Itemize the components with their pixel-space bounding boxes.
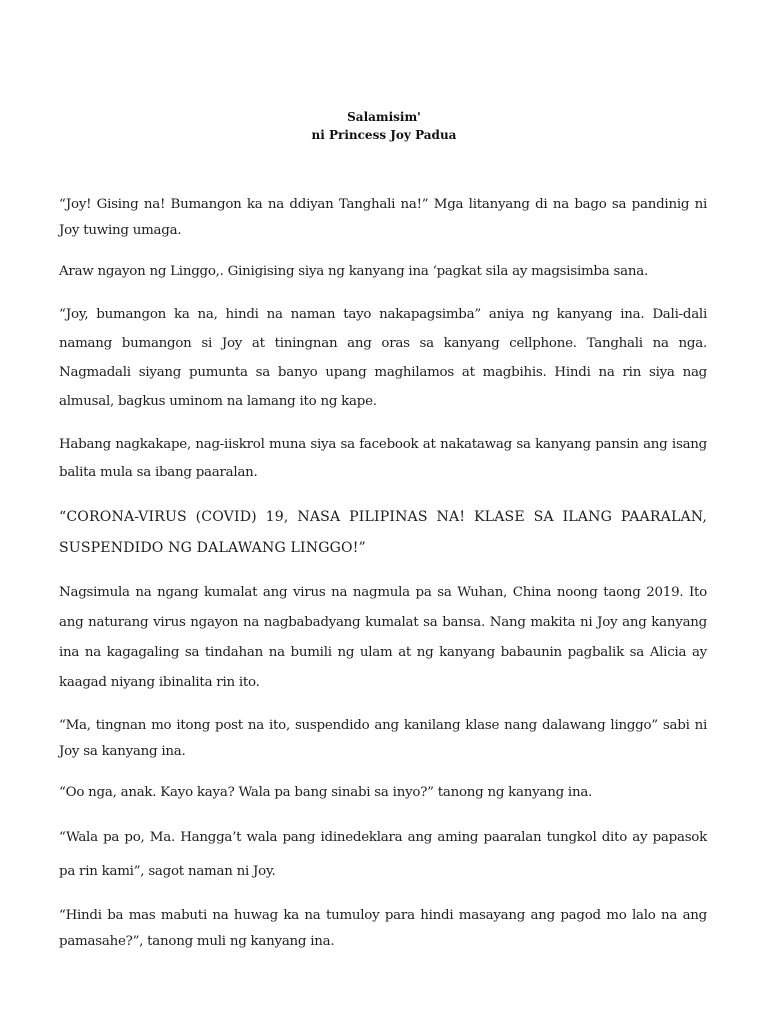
paragraph: Araw ngayon ng Linggo,. Ginigising siya ng kanyang ina ‘pagkat sila ay magsisimba sana. [59, 264, 648, 279]
paragraph: “Hindi ba mas mabuti na huwag ka na tumuloy para hindi masayang ang pagod mo lalo na ang pamasahe?”, tanong muli ng kanyang ina. [59, 908, 707, 949]
paragraph: Habang nagkakape, nag-iiskrol muna siya sa facebook at nakatawag sa kanyang pansin ang isang balita mula sa ibang paaralan. [59, 437, 707, 480]
paragraph: “Joy! Gising na! Bumangon ka na ddiyan Tanghali na!” Mga litanyang di na bago sa pandinig ni Joy tuwing umaga. [59, 197, 707, 238]
paragraph: Nagsimula na ngang kumalat ang virus na nagmula pa sa Wuhan, China noong taong 2019. Ito ang naturang virus ngayon na nagbabadyang kumalat sa bansa. Nang makita ni Joy ang kanyang ina na kagagaling sa tindahan na bumili ng ulam at ng kanyang babaunin pagbalik sa Alicia ay kaagad niyang ibinalita rin ito. [59, 585, 707, 690]
paragraph: “Oo nga, anak. Kayo kaya? Wala pa bang sinabi sa inyo?” tanong ng kanyang ina. [59, 785, 593, 800]
title-block [0, 108, 768, 144]
paragraph: “Joy, bumangon ka na, hindi na naman tayo nakapagsimba” aniya ng kanyang ina. Dali-dali namang bumangon si Joy at tiningnan ang oras sa kanyang cellphone. Tanghali na nga. Nagmadali siyang pumunta sa banyo upang maghilamos at magbihis. Hindi na rin siya nag almusal, bagkus uminom na lamang ito ng kape. [59, 307, 707, 409]
paragraph: “Wala pa po, Ma. Hangga’t wala pang idinedeklara ang aming paaralan tungkol dito ay papasok pa rin kami”, sagot naman ni Joy. [59, 830, 707, 879]
headline-paragraph: “CORONA-VIRUS (COVID) 19, NASA PILIPINAS NA! KLASE SA ILANG PAARALAN, SUSPENDIDO NG DALAWANG LINGGO!” [59, 509, 707, 556]
author-line: ni Princess Joy Padua [311, 128, 457, 142]
paragraph: “Ma, tingnan mo itong post na ito, suspendido ang kanilang klase nang dalawang linggo” sabi ni Joy sa kanyang ina. [59, 718, 707, 759]
document-title: Salamisim' [347, 110, 421, 124]
story-body [59, 192, 707, 955]
